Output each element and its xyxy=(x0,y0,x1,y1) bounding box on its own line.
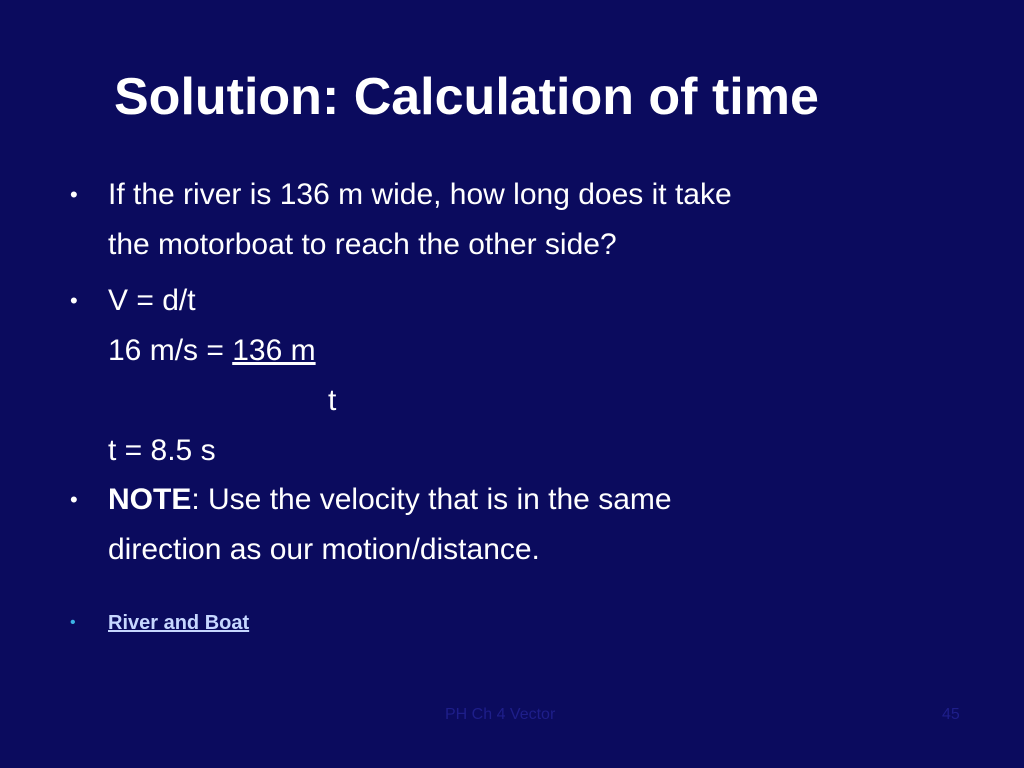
substitution-prefix: 16 m/s = xyxy=(108,334,233,367)
question-line-2: the motorboat to reach the other side? xyxy=(108,228,617,261)
numerator: 136 m xyxy=(232,334,316,367)
note-label: NOTE xyxy=(108,483,192,516)
note-line-2: direction as our motion/distance. xyxy=(108,533,540,566)
bullet-dot: • xyxy=(70,182,78,207)
question-line-1: If the river is 136 m wide, how long does it take xyxy=(108,178,732,211)
bullet-text xyxy=(108,276,968,476)
result-line: t = 8.5 s xyxy=(108,434,216,467)
bullet-text xyxy=(108,608,968,638)
note-line-1-rest: : Use the velocity that is in the same xyxy=(191,483,672,516)
substitution-line xyxy=(108,326,968,376)
footer-title: PH Ch 4 Vector xyxy=(445,706,556,723)
slide-title: Solution: Calculation of time xyxy=(114,68,819,126)
bullet-text xyxy=(108,170,968,270)
bullet-dot: • xyxy=(70,288,78,313)
note-line-1 xyxy=(108,475,968,525)
page-number: 45 xyxy=(942,706,960,723)
bullet-dot: • xyxy=(70,487,78,512)
river-and-boat-link[interactable]: River and Boat xyxy=(108,612,250,634)
bullet-dot: • xyxy=(70,614,76,631)
bullet-text xyxy=(108,475,968,575)
formula-line: V = d/t xyxy=(108,284,196,317)
denominator: t xyxy=(328,384,337,417)
